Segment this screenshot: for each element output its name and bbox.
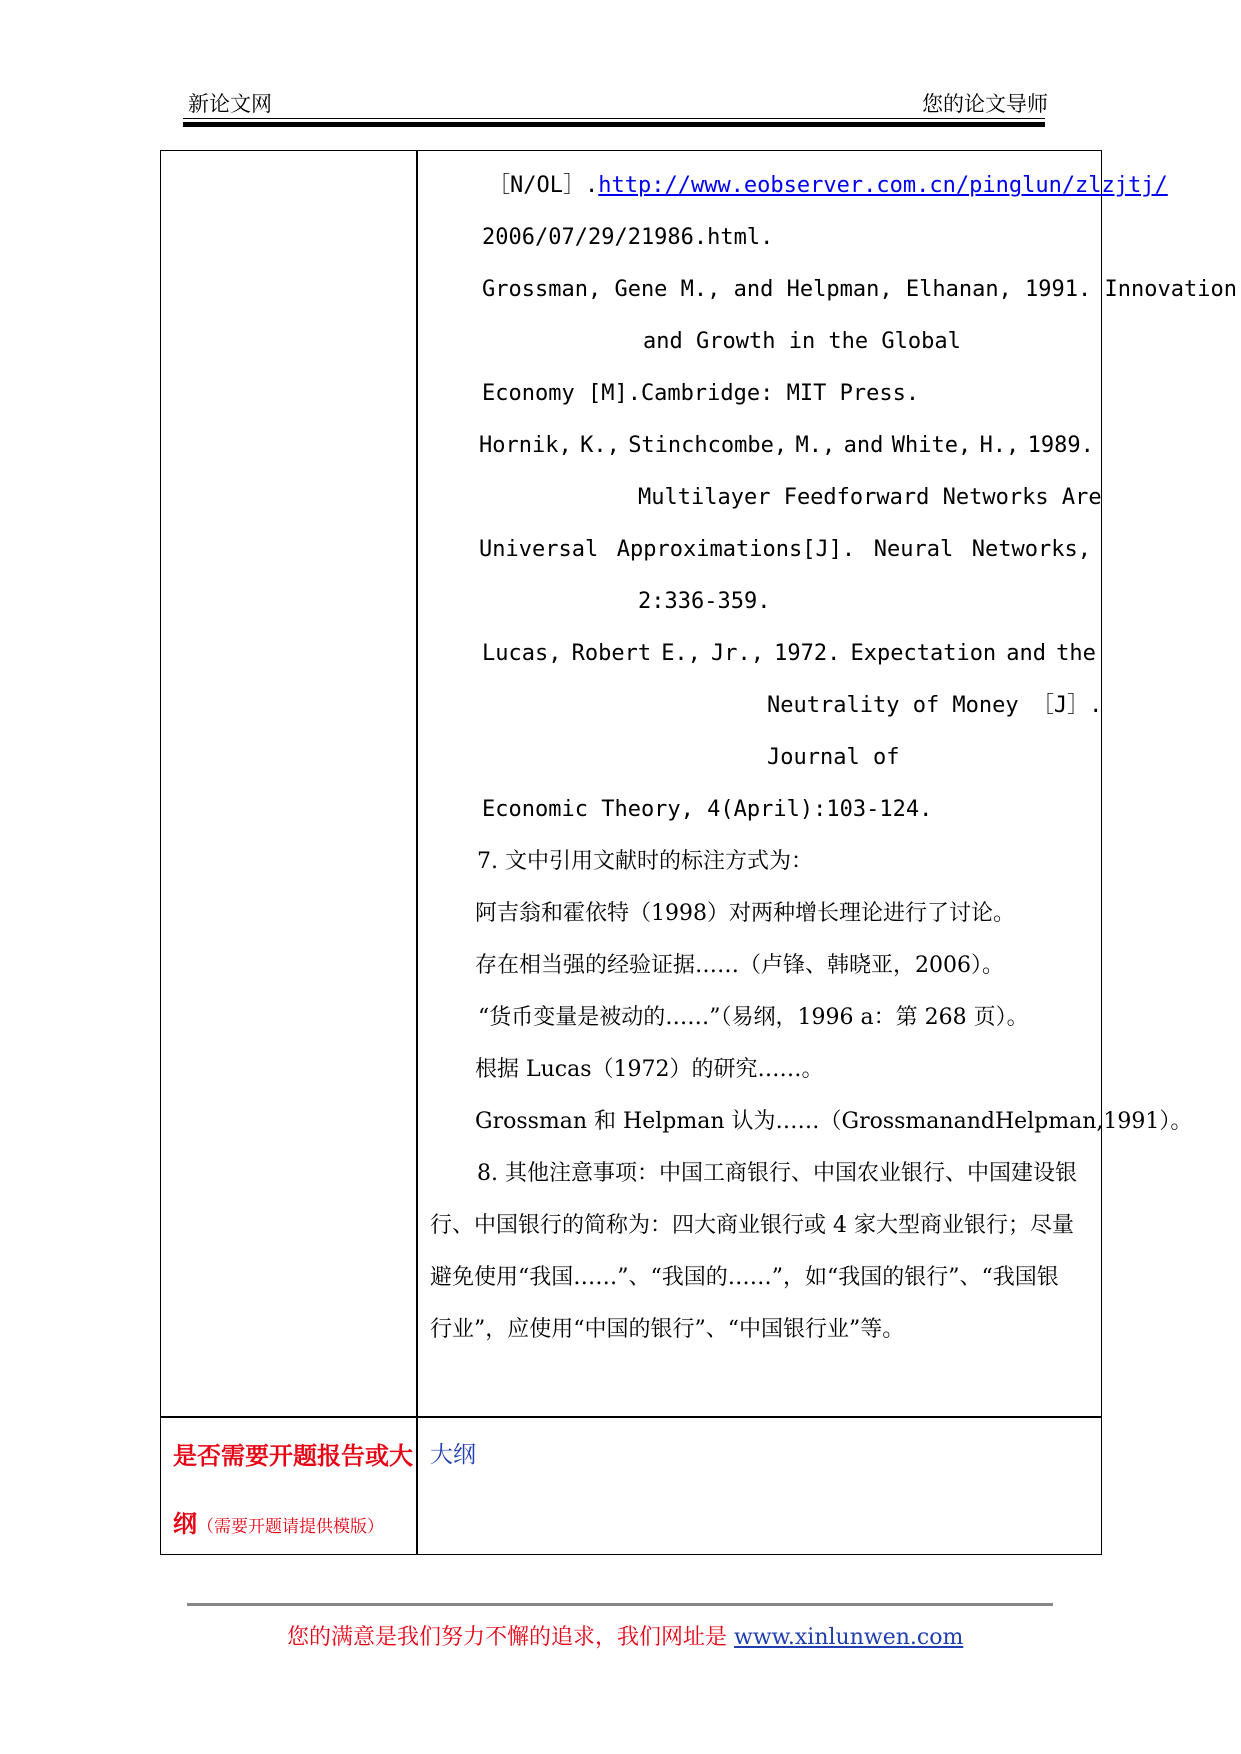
- outline-question-label: 是否需要开题报告或大: [173, 1442, 413, 1470]
- header-rule: [183, 118, 1045, 119]
- ref-word: K.,: [580, 433, 620, 458]
- ref-line: Journal of: [767, 745, 900, 770]
- header-slogan: 您的论文导师: [922, 92, 1048, 116]
- ref-line: Economic Theory, 4(April):103-124.: [482, 797, 933, 822]
- item-8-text: 避免使用“我国……”、“我国的……”，如“我国的银行”、“我国银: [430, 1265, 1059, 1290]
- ref-word: Stinchcombe,: [628, 433, 788, 458]
- ref-word: M.,: [795, 433, 836, 458]
- citation-example: 根据 Lucas（1972）的研究……。: [475, 1057, 824, 1082]
- ref-word: and: [1006, 641, 1047, 666]
- ref-word: Universal: [479, 537, 599, 562]
- ref-word: Networks,: [971, 537, 1091, 562]
- ref-word: White,: [891, 433, 972, 458]
- citation-example: 存在相当强的经验证据……（卢锋、韩晓亚，2006）。: [475, 953, 1004, 978]
- header-site-name: 新论文网: [188, 92, 272, 116]
- item-8-text: 行、中国银行的简称为：四大商业银行或 4 家大型商业银行；尽量: [430, 1213, 1074, 1238]
- footer-text: 您的满意是我们努力不懈的追求，我们网址是: [287, 1625, 728, 1650]
- ref-nol: ［N/OL］.: [488, 173, 599, 198]
- ref-word: H.,: [979, 433, 1020, 458]
- ref-line: [488, 172, 1168, 200]
- outline-question-label-end: 纲: [173, 1510, 197, 1538]
- ref-link[interactable]: http://www.eobserver.com.cn/pinglun/zlzjtj/: [598, 173, 1168, 198]
- footer-rule: [187, 1603, 1053, 1606]
- footer-link[interactable]: www.xinlunwen.com: [734, 1625, 964, 1650]
- ref-word: Neural: [873, 537, 954, 562]
- outline-answer: 大纲: [430, 1442, 476, 1468]
- citation-example: Grossman 和 Helpman 认为……（GrossmanandHelpman,1991）。: [475, 1109, 1193, 1134]
- header-rule-thick: [183, 122, 1045, 127]
- row-divider: [161, 1416, 1101, 1418]
- ref-line: and Growth in the Global: [643, 329, 961, 354]
- item-8-text: 8. 其他注意事项：中国工商银行、中国农业银行、中国建设银: [477, 1161, 1077, 1186]
- item-8-text: 行业”，应使用“中国的银行”、“中国银行业”等。: [430, 1317, 905, 1342]
- ref-word: E.,: [661, 641, 701, 666]
- ref-word: Hornik,: [479, 433, 572, 458]
- ref-word: Jr.,: [711, 641, 765, 666]
- ref-line: Multilayer Feedforward Networks Are: [638, 485, 1102, 510]
- ref-line: Grossman, Gene M., and Helpman, Elhanan, 1991. Innovation: [482, 277, 1237, 302]
- footer: [287, 1620, 963, 1651]
- outline-question-label-cont: [173, 1504, 384, 1539]
- ref-word: Expectation: [850, 641, 997, 666]
- ref-line: Neutrality of Money ［J］.: [767, 693, 1103, 718]
- ref-word: and: [843, 433, 884, 458]
- ref-word: 1972.: [774, 641, 841, 666]
- ref-line-justified: [479, 536, 1091, 564]
- column-divider: [416, 151, 418, 1554]
- ref-word: 1989.: [1027, 433, 1094, 458]
- ref-line: 2006/07/29/21986.html.: [482, 225, 774, 250]
- ref-word: Lucas,: [482, 641, 562, 666]
- ref-word: the: [1056, 641, 1096, 666]
- ref-line-justified: [482, 640, 1096, 668]
- ref-line: Economy [M].Cambridge: MIT Press.: [482, 381, 920, 406]
- outline-question-note: （需要开题请提供模版）: [197, 1517, 384, 1537]
- ref-line: 2:336-359.: [638, 589, 771, 614]
- ref-line-justified: [479, 432, 1094, 460]
- item-7-title: 7. 文中引用文献时的标注方式为：: [477, 849, 813, 874]
- citation-example: 阿吉翁和霍依特（1998）对两种增长理论进行了讨论。: [475, 901, 1015, 926]
- citation-example: “货币变量是被动的……”（易纲，1996 a：第 268 页）。: [478, 1005, 1029, 1030]
- ref-word: Robert: [571, 641, 652, 666]
- ref-word: Approximations[J].: [616, 537, 856, 562]
